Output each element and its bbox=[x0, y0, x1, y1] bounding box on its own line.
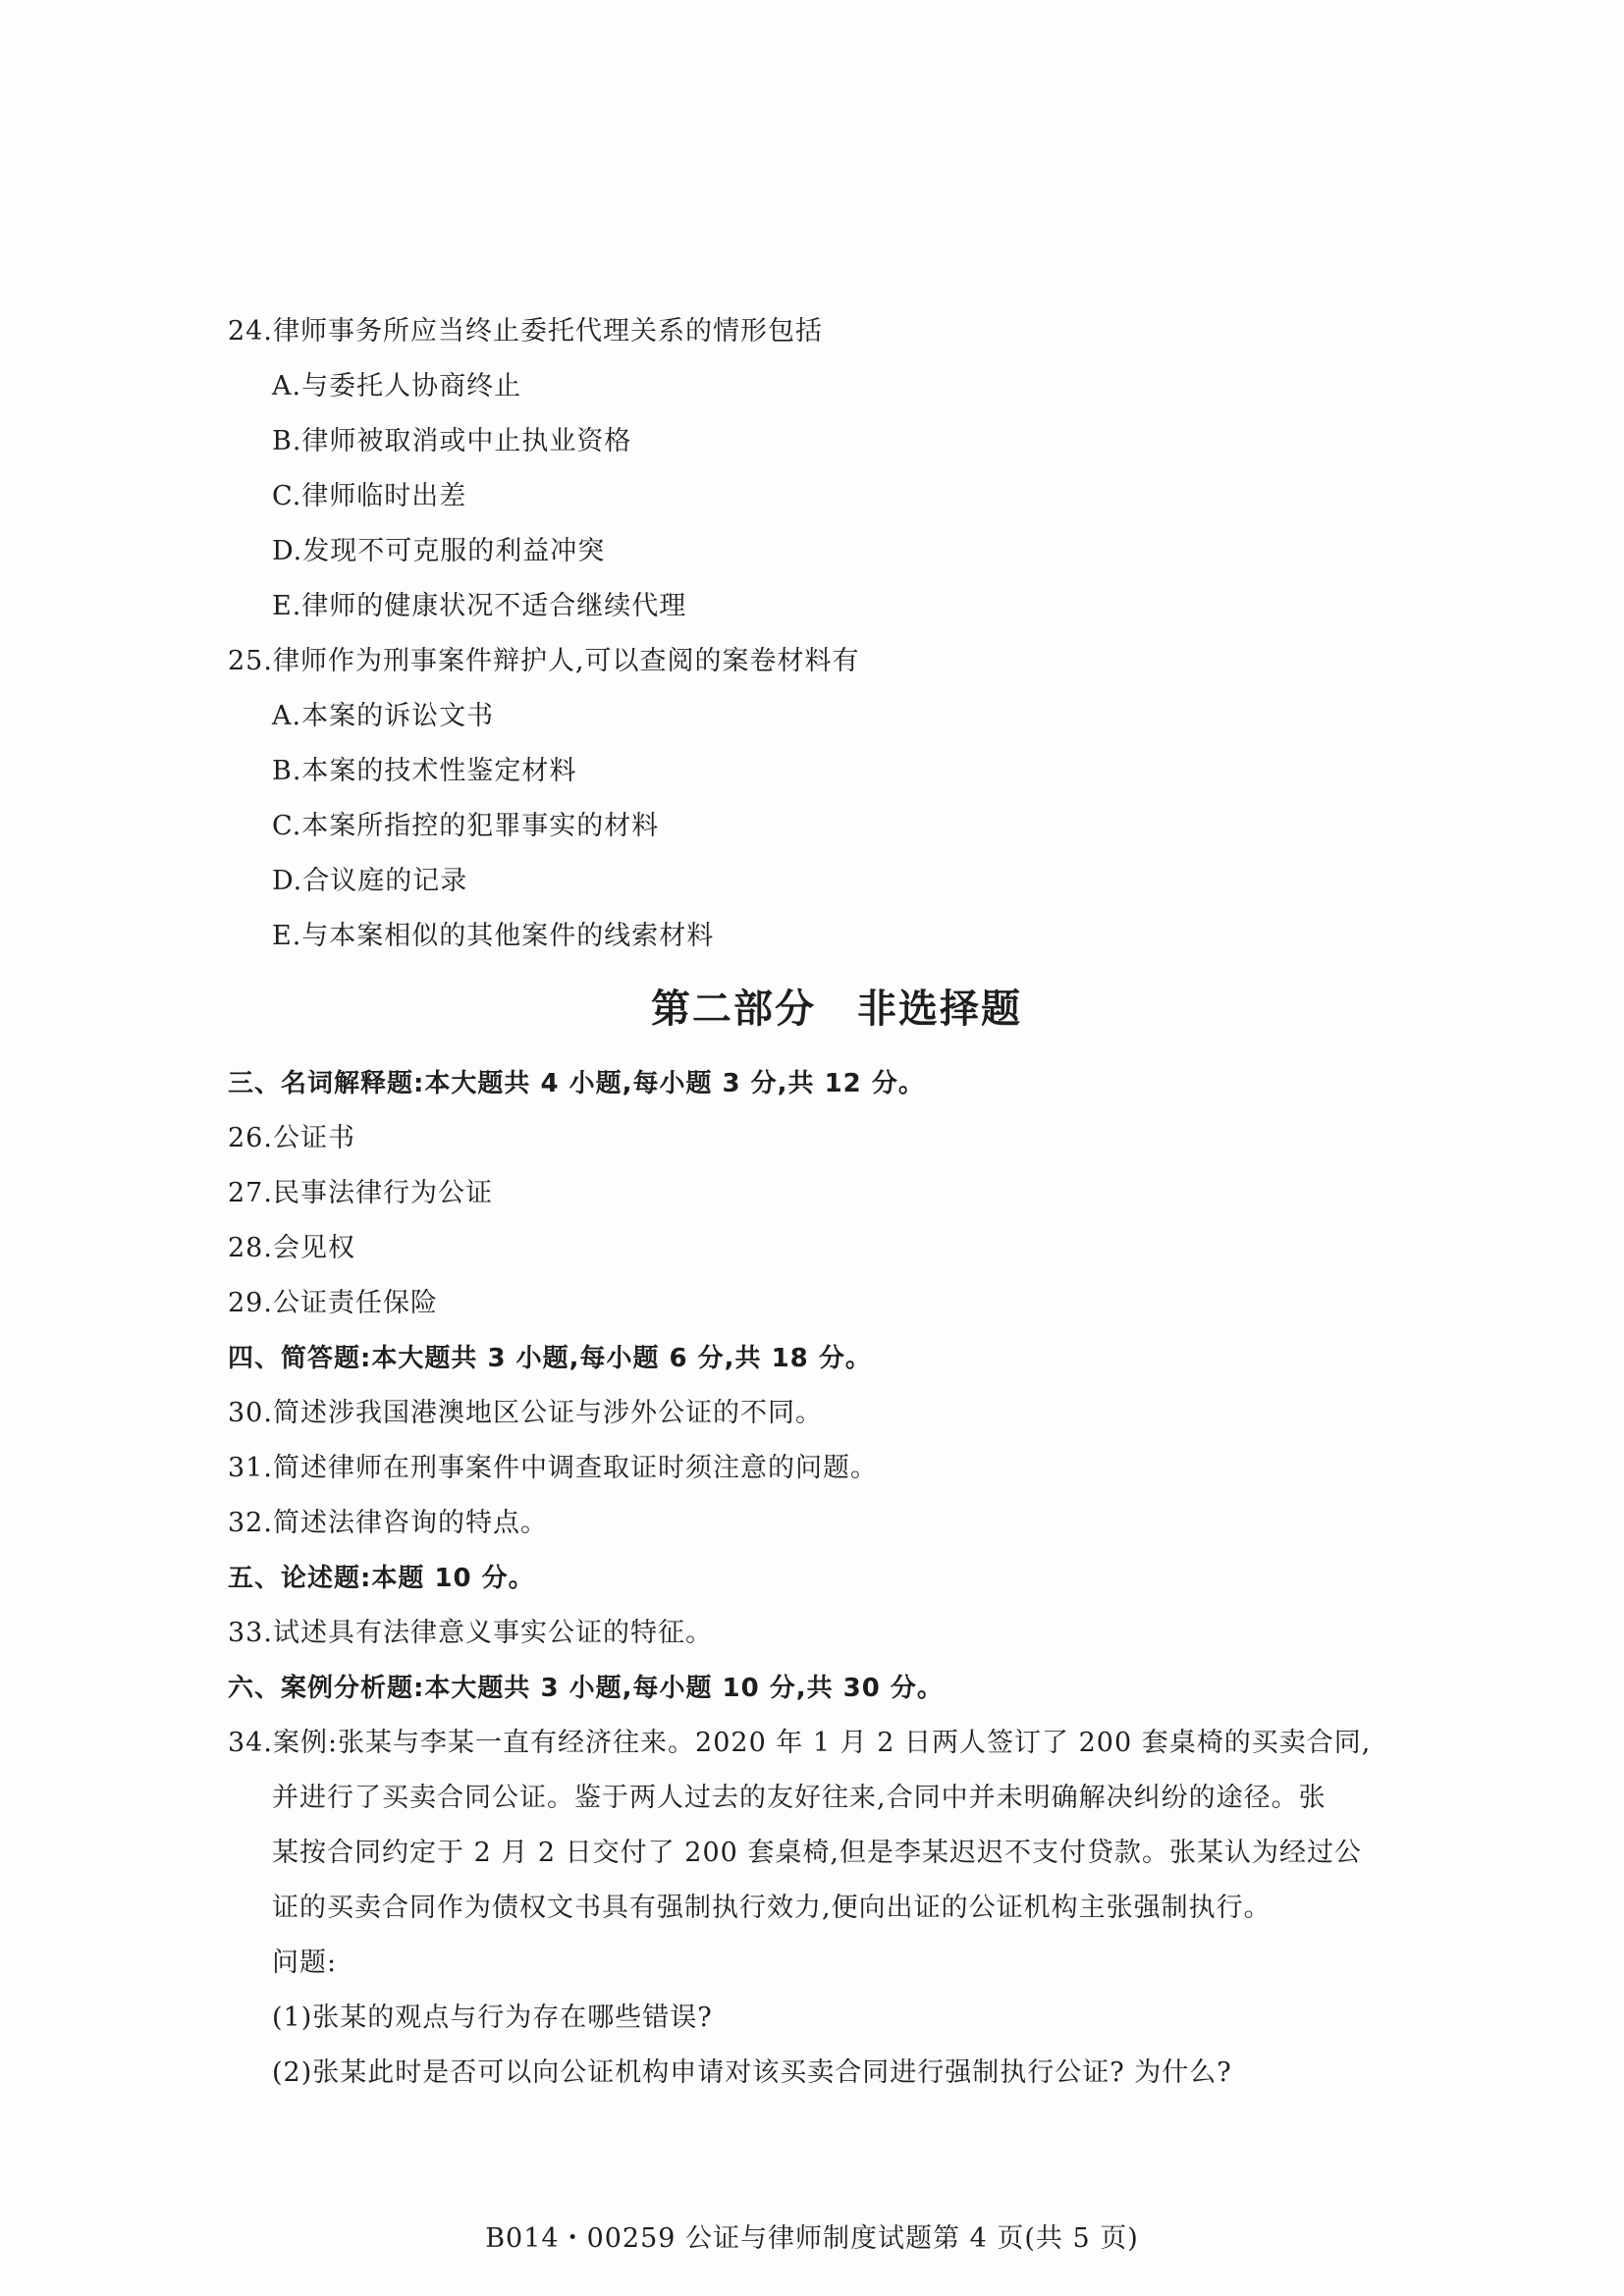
section-4-heading: 四、简答题:本大题共 3 小题,每小题 6 分,共 18 分。 bbox=[228, 1344, 872, 1373]
q24-option-b: B.律师被取消或中止执业资格 bbox=[272, 426, 632, 456]
question-25-stem: 25.律师作为刑事案件辩护人,可以查阅的案卷材料有 bbox=[228, 646, 860, 676]
q25-option-a: A.本案的诉讼文书 bbox=[272, 701, 495, 731]
question-34-line-4: 证的买卖合同作为债权文书具有强制执行效力,便向出证的公证机构主张强制执行。 bbox=[272, 1893, 1272, 1923]
section-3-heading: 三、名词解释题:本大题共 4 小题,每小题 3 分,共 12 分。 bbox=[228, 1069, 925, 1098]
question-34-sub-2: (2)张某此时是否可以向公证机构申请对该买卖合同进行强制执行公证? 为什么? bbox=[272, 2057, 1232, 2088]
question-32: 32.简述法律咨询的特点。 bbox=[228, 1508, 548, 1538]
section-5-heading: 五、论述题:本题 10 分。 bbox=[228, 1564, 535, 1593]
q25-option-d: D.合议庭的记录 bbox=[272, 866, 468, 896]
q24-option-a: A.与委托人协商终止 bbox=[272, 371, 522, 401]
question-31: 31.简述律师在刑事案件中调查取证时须注意的问题。 bbox=[228, 1453, 878, 1483]
question-26: 26.公证书 bbox=[228, 1123, 355, 1153]
q24-option-d: D.发现不可克服的利益冲突 bbox=[272, 536, 606, 566]
question-24-stem: 24.律师事务所应当终止委托代理关系的情形包括 bbox=[228, 316, 823, 347]
question-28: 28.会见权 bbox=[228, 1233, 355, 1263]
q24-option-e: E.律师的健康状况不适合继续代理 bbox=[272, 591, 687, 621]
question-34-question-label: 问题: bbox=[272, 1948, 338, 1978]
page-footer: B014・00259 公证与律师制度试题第 4 页(共 5 页) bbox=[485, 2223, 1139, 2254]
question-34-line-1: 34.案例:张某与李某一直有经济往来。2020 年 1 月 2 日两人签订了 200 套桌椅的买卖合同, bbox=[228, 1728, 1372, 1758]
q24-option-c: C.律师临时出差 bbox=[272, 481, 467, 511]
question-34-line-3: 某按合同约定于 2 月 2 日交付了 200 套桌椅,但是李某迟迟不支付贷款。张某认为经过公 bbox=[272, 1838, 1362, 1868]
part-two-title: 第二部分 非选择题 bbox=[651, 987, 1022, 1032]
section-6-heading: 六、案例分析题:本大题共 3 小题,每小题 10 分,共 30 分。 bbox=[228, 1674, 944, 1703]
question-27: 27.民事法律行为公证 bbox=[228, 1178, 493, 1208]
q25-option-c: C.本案所指控的犯罪事实的材料 bbox=[272, 811, 660, 841]
q25-option-b: B.本案的技术性鉴定材料 bbox=[272, 756, 577, 786]
page-content bbox=[228, 304, 1445, 2101]
question-30: 30.简述涉我国港澳地区公证与涉外公证的不同。 bbox=[228, 1398, 823, 1428]
question-29: 29.公证责任保险 bbox=[228, 1288, 438, 1318]
question-34-sub-1: (1)张某的观点与行为存在哪些错误? bbox=[272, 2002, 713, 2033]
q25-option-e: E.与本案相似的其他案件的线索材料 bbox=[272, 921, 715, 951]
question-33: 33.试述具有法律意义事实公证的特征。 bbox=[228, 1618, 713, 1648]
question-34-line-2: 并进行了买卖合同公证。鉴于两人过去的友好往来,合同中并未明确解决纠纷的途径。张 bbox=[272, 1783, 1326, 1813]
